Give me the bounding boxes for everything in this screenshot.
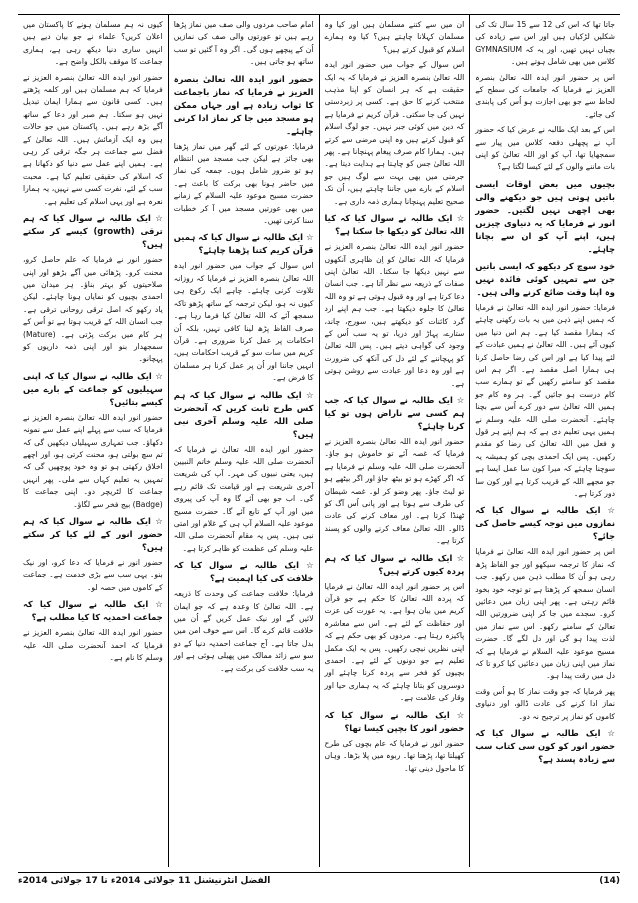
body-paragraph: حضور انور نے فرمایا کہ علم حاصل کرو، محنت کرو۔ پڑھائی میں آگے بڑھو اور اپنی صلاحیتوں کو بہتر بناؤ۔ ہر میدان میں احمدی بچیوں کو نمایاں ہونا چاہئے۔ لیکن یاد رکھو کہ اصل ترقی روحانی ترقی ہے۔ جب انسان اللہ کے قریب ہوتا ہے تو اُس کے ہر کام میں برکت پڑتی ہے۔ (Mature) سمجھدار بنو اور اپنی ذمہ داریوں کو پہچانو۔ — [23, 255, 163, 364]
question-heading: ☆ ایک طالبہ نے سوال کیا کہ کیا اللہ تعالیٰ کو دیکھا جا سکتا ہے؟ — [324, 213, 465, 237]
body-paragraph: اس پر حضور انور ایدہ اللہ تعالیٰ نے فرمایا کہ نماز کا ترجمہ سیکھو اور جو الفاظ پڑھ رہی ہو اُن کا مطلب ذہن میں رکھو۔ جب انسان سمجھ کر پڑھتا ہے تو توجہ خود بخود قائم رہتی ہے۔ پھر اپنی زبان میں دعائیں کرو۔ سجدے میں جا کر اپنی ضرورتیں اللہ تعالیٰ کے سامنے رکھو۔ اس سے نماز میں لذت پیدا ہو گی اور دل لگے گا۔ حضرت مسیح موعود علیہ السلام نے فرمایا ہے کہ نماز میں اپنی زبان میں دعائیں کیا کرو تا کہ دل میں رقت پیدا ہو۔ — [475, 547, 615, 681]
body-paragraph: اس پر حضور انور ایدہ اللہ تعالیٰ نے فرمایا کہ پردہ اللہ تعالیٰ کا حکم ہے جو قرآن کریم میں بیان ہوا ہے۔ یہ عورت کی عزت اور حفاظت کے لئے ہے۔ اس سے معاشرہ پاکیزہ رہتا ہے۔ مردوں کو بھی حکم ہے کہ اپنی نظریں نیچی رکھیں۔ پس یہ ایک مکمل تعلیم ہے جو دونوں کے لئے ہے۔ احمدی بچیوں کو فخر سے پردہ کرنا چاہئے اور دوسروں کو بتانا چاہئے کہ یہ ہماری حیا اور وقار کی علامت ہے۔ — [324, 581, 465, 703]
question-heading: ☆ ایک طالبہ نے سوال کیا کہ نمازوں میں توجہ کیسے حاصل کی جائے؟ — [475, 505, 615, 542]
question-heading: ☆ ایک طالبہ نے سوال کیا کہ ہم کس طرح ثابت کریں کہ آنحضرت صلی اللہ علیہ وسلم آخری نبی ہیں؟ — [173, 389, 314, 439]
body-paragraph: حضور انور ایدہ اللہ تعالیٰ بنصرہ العزیز نے فرمایا کہ احمد آنحضرت صلی اللہ علیہ وسلم کا نام ہے۔ — [23, 628, 163, 663]
page-number: (14) — [599, 876, 620, 886]
body-paragraph: اس سوال کے جواب میں حضور انور ایدہ اللہ تعالیٰ بنصرہ العزیز نے فرمایا کہ روزانہ تلاوت کرنی چاہئے۔ چاہے ایک رکوع ہی کیوں نہ ہو، لیکن ترجمہ کے ساتھ پڑھو تاکہ سمجھ آئے کہ اللہ تعالیٰ کیا فرما رہا ہے۔ صرف الفاظ پڑھ لینا کافی نہیں، بلکہ اُن احکامات پر عمل کرنا ضروری ہے۔ قرآن کریم میں سات سو کے قریب احکامات ہیں، انہیں جاننا اور اُن پر عمل کرنا ہر مسلمان کا فرض ہے۔ — [173, 261, 314, 383]
body-paragraph: کیوں نہ ہم مسلمان ہونے کا پاکستان میں اعلان کریں؟ علماء نے جو بیان دیے ہیں انہیں ساری دنیا دیکھ رہی ہے، ہماری جماعت کا موقف بالکل واضح ہے۔ — [23, 20, 163, 67]
body-paragraph: حضور انور ایدہ اللہ تعالیٰ بنصرہ العزیز نے فرمایا کہ سب سے پہلے اپنے عمل سے نمونہ دکھاؤ۔ جب تمہاری سہیلیاں دیکھیں گی کہ تم سچ بولتی ہو، محنت کرتی ہو، اور اچھے اخلاق رکھتی ہو تو وہ خود پوچھیں گی کہ تمہیں یہ تعلیم کہاں سے ملی۔ پھر انہیں جماعت کا لٹریچر دو۔ اپنی جماعت کا (Badge) بیج فخر سے لگاؤ۔ — [23, 412, 163, 509]
body-paragraph: اس کے بعد ایک طالبہ نے عرض کیا کہ حضور آپ نے پچھلی دفعہ کلاس میں پیار سے سمجھایا تھا، آپ کو اور اللہ تعالیٰ کو اپنی بات ماننے والوں کے لئے کیسا لگتا ہے؟ — [475, 125, 615, 172]
question-heading: ☆ ایک طالبہ نے سوال کیا کہ جب ہم کسی سے ناراض ہوں تو کیا کرنا چاہئے؟ — [324, 394, 465, 431]
body-paragraph: جاتا تھا کہ اس کی 12 سے 15 سال تک کی شکلیں لڑکیاں ہیں اور اس سے زیادہ کی بچیاں نہیں تھیں، اور یہ کہ GYMNASIUM کلاس میں بھی شامل ہوتے ہیں۔ — [475, 20, 616, 67]
question-heading: ☆ ایک طالبہ نے سوال کیا کہ خلافت کی کیا اہمیت ہے؟ — [173, 560, 314, 584]
body-paragraph: حضور انور نے فرمایا کہ عام بچوں کی طرح کھیلتا تھا، پڑھتا تھا۔ ربوہ میں پلا بڑھا۔ وہاں کا ماحول دینی تھا۔ — [324, 738, 465, 773]
body-paragraph: حضور انور نے فرمایا کہ دعا کرو، اور نیک بنو۔ یہی سب سے بڑی خدمت ہے۔ جماعت کے کاموں میں حصہ لو۔ — [23, 558, 163, 592]
question-heading: ☆ ایک طالبہ نے سوال کیا کہ حضور انور کا بچپن کیسا تھا؟ — [324, 709, 465, 733]
body-paragraph: فرمایا: عورتوں کے لئے گھر میں نماز پڑھنا بھی جائز ہے لیکن جب مسجد میں انتظام ہو تو ضرور شامل ہوں۔ جمعہ کی نماز میں حاضر ہونا بھی برکت کا باعث ہے۔ حضرت مسیح موعود علیہ السلام کے زمانے میں بھی عورتیں مسجد میں آ کر خطبات سنا کرتی تھیں۔ — [173, 141, 314, 226]
question-heading: حضور انور ایدہ اللہ تعالیٰ بنصرہ العزیز نے فرمایا کہ نماز باجماعت کا ثواب زیادہ ہے اور جہاں ممکن ہو مسجد میں جا کر نماز ادا کرنی چاہئے۔ — [173, 73, 314, 136]
body-paragraph: ان میں سے کتنے مسلمان ہیں اور کیا وہ مسلمان کہلانا چاہتے ہیں؟ کیا وہ ہمارے اسلام کو قبول کرتے ہیں؟ — [324, 20, 465, 54]
column-3 — [168, 15, 319, 867]
body-paragraph: فرمایا: حضور انور ایدہ اللہ تعالیٰ نے فرمایا کہ ہمیں اپنے ذہن میں یہ بات رکھنی چاہئے کہ ہمارا مقصد کیا ہے۔ ہم اس دنیا میں کیوں آئے ہیں۔ اللہ تعالیٰ نے ہمیں عبادت کے لئے پیدا کیا ہے اور اس کی رضا حاصل کرنا ہی ہمارا اصل مقصد ہے۔ اگر ہم اس مقصد کو سامنے رکھیں گے تو ہمارے سب کام درست ہو جائیں گے۔ ہر وہ کام جو ہمیں اللہ تعالیٰ سے دور کرے اُس سے بچنا چاہئے۔ آنحضرت صلی اللہ علیہ وسلم نے ہمیں یہی تعلیم دی ہے کہ ہم اپنے ہر قول و فعل میں اللہ تعالیٰ کی رضا کو مقدم رکھیں۔ پس ایک احمدی بچی کو ہمیشہ یہ سوچنا چاہئے کہ میرا کون سا عمل ایسا ہے جو مجھے اللہ کے قریب کرتا ہے اور کون سا دور کرتا ہے۔ — [475, 302, 615, 498]
column-4 — [18, 15, 168, 867]
question-heading: ☆ ایک طالبہ نے سوال کیا کہ ہم ترقی (growth) کیسے کر سکتے ہیں؟ — [23, 213, 163, 250]
body-paragraph: حضور انور ایدہ اللہ تعالیٰ بنصرہ العزیز نے فرمایا کہ اللہ تعالیٰ کو اِن ظاہری آنکھوں سے نہیں دیکھا جا سکتا۔ اللہ تعالیٰ اپنی صفات کے ذریعہ سے نظر آتا ہے۔ جب انسان دعا کرتا ہے اور وہ قبول ہوتی ہے تو وہ اللہ تعالیٰ کا جلوہ دیکھتا ہے۔ جب ہم اپنے ارد گرد کائنات کو دیکھتے ہیں، سورج، چاند، ستارے، پہاڑ اور دریا، تو یہ سب اُس کے وجود کی گواہی دیتے ہیں۔ پس اللہ تعالیٰ کو پہچاننے کے لئے دل کی آنکھ کی ضرورت ہے اور وہ دعا اور عبادت سے روشن ہوتی ہے۔ — [324, 242, 465, 388]
body-paragraph: پھر فرمایا کہ جو وقت نماز کا ہو اُس وقت نماز ادا کرنے کی عادت ڈالو، اور دنیاوی کاموں کو نماز پر ترجیح نہ دو۔ — [475, 686, 615, 721]
question-heading: ☆ ایک طالبہ نے سوال کیا کہ جماعت احمدیہ کا کیا مطلب ہے؟ — [23, 599, 163, 623]
body-paragraph: فرمایا: خلافت جماعت کی وحدت کا ذریعہ ہے۔ اللہ تعالیٰ کا وعدہ ہے کہ جو ایمان لائیں گے اور نیک عمل کریں گے اُن میں خلافت قائم کرے گا۔ اس سے خوف امن میں بدل جاتا ہے۔ آج جماعت احمدیہ دنیا کے دو سو سے زائد ممالک میں پھیلی ہوئی ہے اور یہ سب خلافت کی برکت ہے۔ — [173, 589, 314, 673]
question-heading: خود سوچ کر دیکھو کہ ایسی باتیں جن سے تمہیں کوئی فائدہ نہیں وہ اپنا وقت ضائع کرنے والی ہیں۔ — [475, 260, 615, 297]
article-columns — [18, 14, 620, 867]
body-paragraph: حضور انور ایدہ اللہ تعالیٰ بنصرہ العزیز نے فرمایا کہ ہم مسلمان ہیں اور کلمہ پڑھتے ہیں۔ کسی قانون سے ہمارا ایمان تبدیل نہیں ہو سکتا۔ ہم صبر اور دعا کے ساتھ آگے بڑھ رہے ہیں۔ پاکستان میں جو حالات ہیں وہ ایک آزمائش ہیں۔ اللہ تعالیٰ کے فضل سے جماعت ہر جگہ ترقی کر رہی ہے۔ ہمیں اپنے عمل سے دنیا کو دکھانا ہے کہ اسلام کی حقیقی تعلیم کیا ہے۔ محبت سب کے لئے، نفرت کسی سے نہیں، یہ ہمارا نعرہ ہے اور یہی اسلام کی تعلیم ہے۔ — [23, 72, 163, 206]
question-heading: ☆ ایک طالبہ نے سوال کیا کہ ہم پردہ کیوں کرتے ہیں؟ — [324, 552, 465, 576]
question-heading: ☆ ایک طالبہ نے سوال کیا کہ اپنی سہیلیوں کو جماعت کے بارے میں کیسے بتائیں؟ — [23, 370, 163, 407]
question-heading: ☆ ایک طالبہ نے سوال کیا کہ ہم حضور انور کے لئے کیا کر سکتے ہیں؟ — [23, 516, 163, 552]
question-heading: ☆ ایک طالبہ نے سوال کیا کہ حضور انور کو کون سی کتاب سب سے زیادہ پسند ہے؟ — [475, 728, 615, 765]
column-2 — [319, 15, 470, 867]
body-paragraph: حضور انور ایدہ اللہ تعالیٰ بنصرہ العزیز نے فرمایا کہ غصہ آئے تو خاموش ہو جاؤ۔ آنحضرت صلی اللہ علیہ وسلم نے فرمایا ہے کہ اگر کھڑے ہو تو بیٹھ جاؤ اور اگر بیٹھے ہو تو لیٹ جاؤ۔ پھر وضو کر لو۔ غصہ شیطان کی طرف سے ہوتا ہے اور پانی اُس آگ کو ٹھنڈا کرتا ہے۔ اور معاف کرنے کی عادت ڈالو۔ اللہ تعالیٰ معاف کرنے والوں کو پسند کرتا ہے۔ — [324, 436, 465, 546]
column-1 — [469, 15, 620, 867]
body-paragraph: اس پر حضور انور ایدہ اللہ تعالیٰ بنصرہ العزیز نے فرمایا کہ جامعات کی سطح کے لحاظ سے جو بھی اجازت ہو اُس کی پابندی کی جائے۔ — [475, 72, 615, 119]
question-heading: بچیوں میں بعض اوقات ایسی باتیں ہوتی ہیں جو دیکھنے والی بھی اچھی نہیں لگتیں۔ حضور انور نے فرمایا کہ یہ دنیاوی چیزیں ہیں، اپنے آپ کو ان سے بچانا چاہئے۔ — [475, 178, 615, 254]
body-paragraph: حضور انور ایدہ اللہ تعالیٰ نے فرمایا کہ آنحضرت صلی اللہ علیہ وسلم خاتم النبیین ہیں، یعنی نبیوں کی مہر۔ آپ کی شریعت آخری شریعت ہے اور قیامت تک قائم رہے گی۔ اب جو بھی آئے گا وہ آپ کی پیروی میں اور آپ کے تابع آئے گا۔ حضرت مسیح موعود علیہ السلام آپ ہی کے غلام اور امتی نبی ہیں۔ پس یہ مقام آنحضرت صلی اللہ علیہ وسلم کی عظمت کو ظاہر کرتا ہے۔ — [173, 444, 314, 553]
question-heading: ☆ ایک طالبہ نے سوال کیا کہ ہمیں قرآن کریم کتنا پڑھنا چاہئے؟ — [173, 232, 314, 256]
body-paragraph: امام صاحب مردوں والی صف میں نماز پڑھا رہے ہیں تو عورتوں والی صف کی نمازیں اُن کے پیچھے ہوں گی۔ اگر وہ آ گئیں تو سب ساتھ ہو جاتی ہیں۔ — [173, 20, 314, 67]
publication-line: الفضل انٹرنیشنل 11 جولائی 2014ء تا 17 جولائی 2014ء — [18, 876, 271, 886]
page-footer — [18, 872, 620, 889]
body-paragraph: اس سوال کے جواب میں حضور انور ایدہ اللہ تعالیٰ بنصرہ العزیز نے فرمایا کہ یہ ایک حقیقت ہے کہ ہر انسان کو اپنا مذہب منتخب کرنے کا حق ہے۔ کسی پر زبردستی نہیں کی جا سکتی۔ قرآن کریم نے فرمایا ہے کہ دین میں کوئی جبر نہیں۔ جو لوگ اسلام کو قبول کرتے ہیں وہ اپنی مرضی سے کرتے ہیں۔ ہمارا کام صرف پیغام پہنچانا ہے۔ پھر اللہ تعالیٰ جس کو چاہتا ہے ہدایت دیتا ہے۔ جرمنی میں بھی بہت سے لوگ ہیں جو اسلام کے بارے میں جاننا چاہتے ہیں، اُن تک صحیح تعلیم پہنچانا ہماری ذمہ داری ہے۔ — [324, 60, 465, 206]
